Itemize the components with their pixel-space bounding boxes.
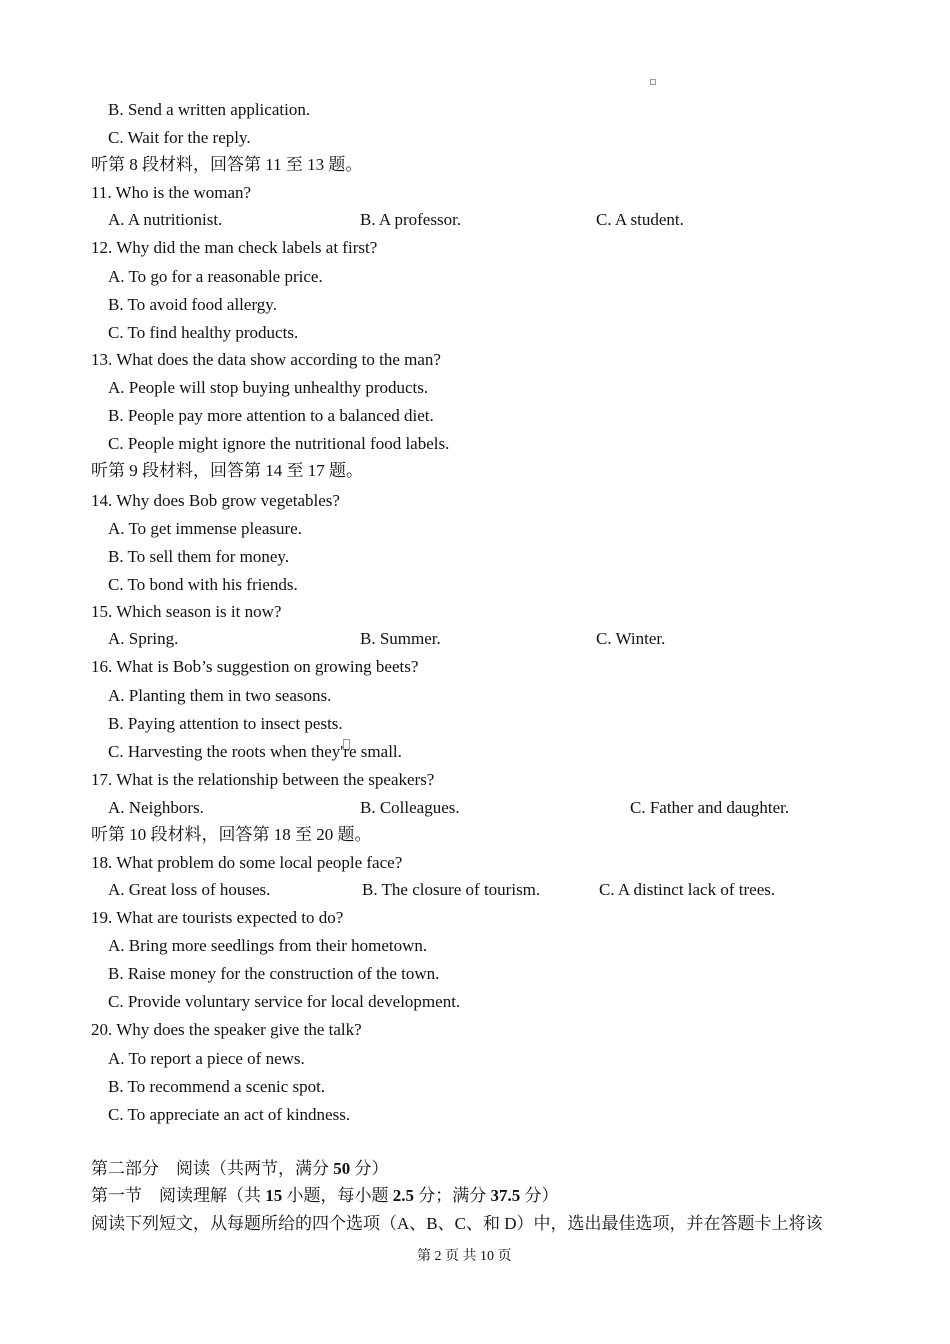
option-line: B. Send a written application.: [108, 100, 311, 119]
section1-count: 15: [265, 1186, 283, 1205]
question-15: 15. Which season is it now?: [91, 602, 282, 621]
scan-mark: [650, 79, 656, 85]
q13-option-a: A. People will stop buying unhealthy products.: [108, 378, 429, 397]
q18-option-a: A. Great loss of houses.: [108, 880, 271, 899]
q11-option-a: A. A nutritionist.: [108, 210, 223, 229]
q15-option-c: C. Winter.: [596, 629, 666, 648]
q13-option-c: C. People might ignore the nutritional food labels.: [108, 434, 450, 453]
page-footer: 第 2 页 共 10 页: [417, 1249, 512, 1264]
q12-option-b: B. To avoid food allergy.: [108, 295, 277, 314]
q12-option-c: C. To find healthy products.: [108, 323, 299, 342]
question-16: 16. What is Bob’s suggestion on growing beets?: [91, 657, 419, 676]
section1-mid1: 小题，每小题: [282, 1186, 393, 1205]
section1-prefix: 第一节 阅读理解（共: [91, 1186, 266, 1205]
q12-option-a: A. To go for a reasonable price.: [108, 267, 323, 286]
question-13: 13. What does the data show according to the man?: [91, 350, 441, 369]
section1-mid2: 分；满分: [414, 1186, 491, 1205]
q18-option-c: C. A distinct lack of trees.: [599, 880, 776, 899]
part2-score: 50: [333, 1159, 351, 1178]
q17-option-a: A. Neighbors.: [108, 798, 204, 817]
q15-option-a: A. Spring.: [108, 629, 179, 648]
q14-option-c: C. To bond with his friends.: [108, 575, 298, 594]
section-instruction: 听第 8 段材料，回答第 11 至 13 题。: [91, 155, 363, 174]
q18-option-b: B. The closure of tourism.: [362, 880, 541, 899]
section1-total-score: 37.5: [490, 1186, 521, 1205]
q19-option-a: A. Bring more seedlings from their hometown.: [108, 936, 428, 955]
part2-heading: [91, 1158, 389, 1180]
q13-option-b: B. People pay more attention to a balanced diet.: [108, 406, 434, 425]
part2-heading-suffix: 分）: [350, 1159, 389, 1178]
q14-option-b: B. To sell them for money.: [108, 547, 290, 566]
question-18: 18. What problem do some local people face?: [91, 853, 403, 872]
q19-option-b: B. Raise money for the construction of the town.: [108, 964, 440, 983]
question-11: 11. Who is the woman?: [91, 183, 252, 202]
question-17: 17. What is the relationship between the speakers?: [91, 770, 435, 789]
question-20: 20. Why does the speaker give the talk?: [91, 1020, 362, 1039]
section1-each-score: 2.5: [392, 1186, 414, 1205]
question-14: 14. Why does Bob grow vegetables?: [91, 491, 340, 510]
option-line: C. Wait for the reply.: [108, 128, 251, 147]
section1-suffix: 分）: [520, 1186, 559, 1205]
q15-option-b: B. Summer.: [360, 629, 441, 648]
q14-option-a: A. To get immense pleasure.: [108, 519, 302, 538]
q11-option-b: B. A professor.: [360, 210, 462, 229]
question-19: 19. What are tourists expected to do?: [91, 908, 344, 927]
section-instruction: 听第 10 段材料，回答第 18 至 20 题。: [91, 825, 372, 844]
q19-option-c: C. Provide voluntary service for local development.: [108, 992, 461, 1011]
section1-heading: [91, 1185, 559, 1207]
question-12: 12. Why did the man check labels at first?: [91, 238, 378, 257]
part2-heading-prefix: 第二部分 阅读（共两节，满分: [91, 1159, 334, 1178]
q16-option-c: C. Harvesting the roots when they're small.: [108, 742, 402, 761]
q17-option-b: B. Colleagues.: [360, 798, 460, 817]
q16-option-a: A. Planting them in two seasons.: [108, 686, 332, 705]
q20-option-c: C. To appreciate an act of kindness.: [108, 1105, 351, 1124]
section-instruction: 听第 9 段材料，回答第 14 至 17 题。: [91, 461, 363, 480]
q20-option-b: B. To recommend a scenic spot.: [108, 1077, 326, 1096]
q20-option-a: A. To report a piece of news.: [108, 1049, 305, 1068]
q11-option-c: C. A student.: [596, 210, 684, 229]
reading-instruction: 阅读下列短文，从每题所给的四个选项（A、B、C、和 D）中，选出最佳选项，并在答题卡上将该: [91, 1214, 823, 1233]
q17-option-c: C. Father and daughter.: [630, 798, 790, 817]
q16-option-b: B. Paying attention to insect pests.: [108, 714, 343, 733]
